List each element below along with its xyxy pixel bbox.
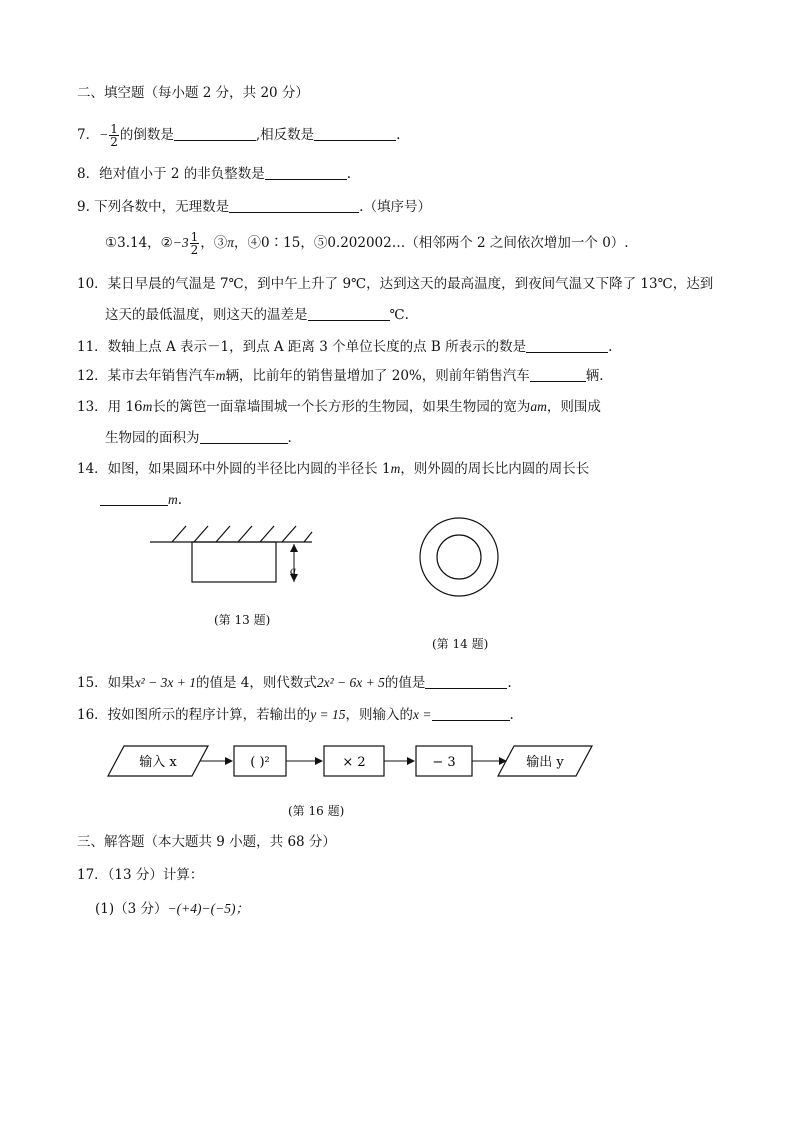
question-17-part-1	[95, 900, 249, 918]
q7-frac-numerator: 1	[110, 122, 118, 136]
question-10-line-1: 10．某日早晨的气温是 7℃，到中午上升了 9℃，达到这天的最高温度，到夜间气温又下降了 13℃，达到	[77, 276, 714, 292]
question-13-line-2	[105, 429, 292, 447]
q7-sign: −	[99, 127, 109, 142]
q9-blank	[229, 198, 359, 213]
q14-var-m: m	[390, 461, 401, 476]
question-9	[77, 198, 431, 216]
q15-blank	[425, 674, 507, 689]
q13-end: .	[287, 430, 292, 446]
question-14-line-2	[100, 491, 182, 509]
question-16	[77, 706, 514, 724]
q13-text-4: 生物园的面积为	[105, 430, 200, 446]
figure-14-caption: (第 14 题)	[432, 637, 489, 651]
q8-end: .	[346, 166, 352, 182]
q9-option-1: ①3.14，②	[105, 235, 173, 251]
q12-var-m: m	[215, 368, 226, 383]
q16-x-equation: x =	[413, 707, 432, 722]
question-15	[77, 674, 512, 692]
q11-end: .	[608, 339, 613, 355]
q7-blank-1	[174, 126, 256, 141]
q15-text-3: 的值是	[384, 675, 426, 691]
question-9-options	[105, 229, 629, 257]
q9-option-4-5: ，④0∶15，⑤0.202002…（相邻两个 2 之间依次增加一个 0）.	[234, 235, 629, 251]
flow-minus-label: − 3	[432, 755, 456, 770]
q15-text-2: 的值是 4，则代数式	[195, 675, 317, 691]
q13-blank	[200, 429, 288, 444]
q9-text: 9. 下列各数中，无理数是	[77, 199, 230, 215]
q16-blank	[432, 706, 510, 721]
q14-end: .	[177, 492, 183, 508]
figure-13-label-a: a	[290, 563, 296, 577]
q10-text: 这天的最低温度，则这天的温差是	[105, 307, 308, 323]
q7-fraction	[109, 123, 119, 148]
q15-text-1: 15．如果	[77, 675, 135, 691]
q7-blank-2	[314, 126, 396, 141]
q11-blank	[526, 338, 608, 353]
question-12	[77, 367, 604, 385]
question-10-line-2	[105, 306, 409, 324]
q14-blank	[100, 491, 168, 506]
q9-option-3-prefix: ，③	[200, 235, 228, 251]
q7-text-2: ,相反数是	[255, 127, 315, 143]
q16-text-1: 16．按如图所示的程序计算，若输出的	[77, 707, 311, 723]
q13-var-m: m	[142, 399, 153, 414]
q16-y-equation: y = 15	[310, 707, 346, 722]
q12-blank	[530, 367, 586, 382]
q7-frac-denominator: 2	[110, 135, 118, 149]
q14-text-2: ，则外圆的周长比内圆的周长长	[400, 461, 590, 477]
question-13-line-1	[77, 398, 601, 416]
q14-text-1: 14．如图，如果圆环中外圆的半径比内圆的半径长 1	[77, 461, 391, 477]
figure-13-fence-diagram	[150, 524, 320, 590]
flow-input-label: 输入 x	[139, 755, 177, 770]
q7-end: .	[396, 127, 401, 143]
q10-unit: ℃.	[389, 307, 409, 323]
q10-blank	[308, 306, 390, 321]
flow-times-label: × 2	[342, 755, 366, 770]
q11-text: 11．数轴上点 A 表示－1，到点 A 距离 3 个单位长度的点 B 所表示的数是	[77, 339, 527, 355]
question-17: 17．（13 分）计算：	[77, 867, 204, 883]
q15-expression-1: x² − 3x + 1	[134, 675, 196, 690]
q8-blank	[265, 165, 347, 180]
q7-number: 7．	[77, 127, 100, 143]
q9-frac-numerator: 1	[190, 230, 199, 244]
flow-output-label: 输出 y	[526, 755, 564, 770]
q9-frac-denominator: 2	[190, 243, 199, 257]
q13-var-am: am	[530, 399, 547, 414]
q17-part-1-expression: −(+4)−(−5)；	[167, 901, 249, 916]
q17-part-1-label: (1)（3 分）	[95, 901, 168, 917]
figure-16-caption: (第 16 题)	[288, 804, 345, 818]
q12-text-2: 辆，比前年的销售量增加了 20%，则前年销售汽车	[225, 368, 530, 384]
q15-expression-2: 2x² − 6x + 5	[316, 675, 385, 690]
q13-text-1: 13．用 16	[77, 399, 143, 415]
q14-unit: m	[168, 492, 178, 507]
q12-end: 辆.	[585, 368, 604, 384]
question-7	[77, 121, 400, 149]
figure-16-flowchart	[108, 744, 594, 780]
question-14-line-1	[77, 460, 589, 478]
q7-text-1: 的倒数是	[119, 127, 174, 143]
q9-option-2-int: −3	[172, 235, 189, 250]
q8-text: 8．绝对值小于 2 的非负整数是	[77, 166, 265, 182]
question-11	[77, 338, 612, 356]
q15-end: .	[507, 675, 512, 691]
q12-text-1: 12．某市去年销售汽车	[77, 368, 216, 384]
section-3-heading: 三、解答题（本大题共 9 小题，共 68 分）	[77, 834, 336, 850]
figure-14-ring-diagram	[418, 516, 500, 598]
figure-13-caption: (第 13 题)	[214, 613, 271, 627]
q9-option-2-fraction	[190, 231, 200, 256]
q16-end: .	[509, 707, 514, 723]
question-8	[77, 165, 351, 183]
q16-text-2: ，则输入的	[345, 707, 414, 723]
q13-text-3: ，则围成	[546, 399, 601, 415]
flow-square-label: ( )²	[250, 755, 270, 770]
q13-text-2: 长的篱笆一面靠墙围城一个长方形的生物园，如果生物园的宽为	[152, 399, 531, 415]
q9-pi-symbol: π	[227, 235, 235, 250]
section-2-heading: 二、填空题（每小题 2 分，共 20 分）	[77, 85, 309, 101]
q9-end: .（填序号）	[359, 199, 431, 215]
